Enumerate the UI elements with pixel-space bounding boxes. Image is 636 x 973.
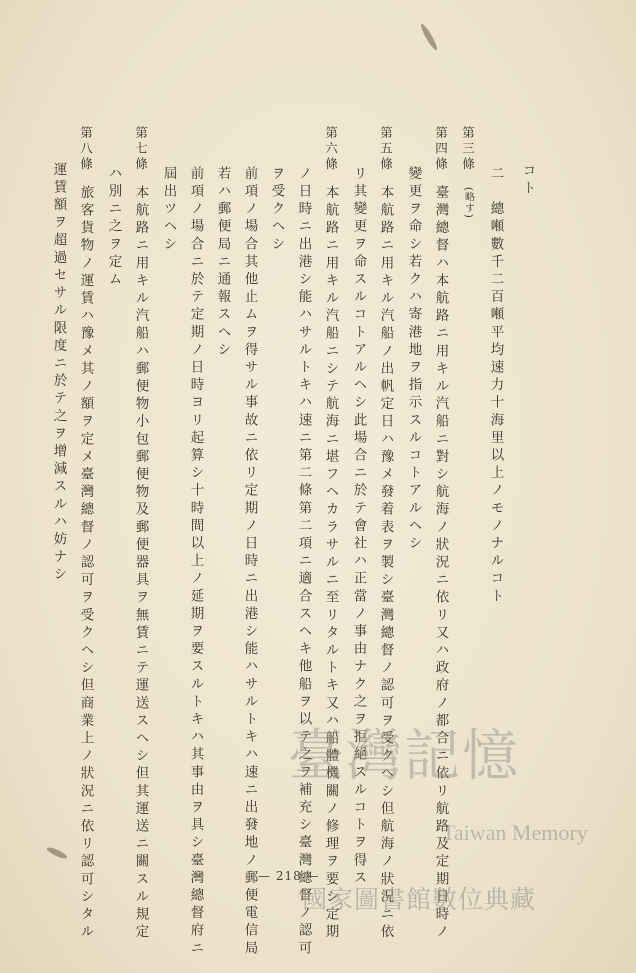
watermark-title: 臺灣記憶 xyxy=(288,724,520,789)
article-label: 第四條 xyxy=(433,126,449,173)
omitted-note: (略す) xyxy=(462,186,474,219)
column-text: コト xyxy=(519,163,536,199)
article-column xyxy=(133,126,147,942)
watermark-english: Taiwan Memory xyxy=(442,820,588,845)
text-column xyxy=(188,166,202,958)
article-label: 第五條 xyxy=(378,126,394,173)
column-text: 屆出ツヘシ xyxy=(160,166,177,254)
column-text: 若ハ郵便局ニ通報スヘシ xyxy=(214,166,231,360)
text-column xyxy=(269,166,283,254)
column-text: 本航路ニ用キル汽船ハ郵便物小包郵便物及郵便器具ヲ無賃ニテ運送スヘシ但其運送ニ關スル規定 xyxy=(132,184,149,942)
article-label: 第七條 xyxy=(133,126,149,173)
column-text: 運賃額ヲ超過セサル限度ニ於テ之ヲ增減スルハ妨ナシ xyxy=(50,162,67,585)
article-column xyxy=(378,126,392,942)
column-text: ハ別ニ之ヲ定ム xyxy=(105,166,122,290)
text-column xyxy=(106,166,120,289)
column-text: リ其變更ヲ命スルコトアルヘシ此場合ニ於テ會社ハ正當ノ事由ナク之ヲ拒絕スルコトヲ得ス xyxy=(350,166,367,888)
article-label: 第八條 xyxy=(78,126,94,173)
text-column xyxy=(161,166,175,254)
text-column xyxy=(215,166,229,360)
column-text: ヲ受クヘシ xyxy=(268,166,285,254)
column-text: 旅客貨物ノ運賃ハ豫メ其ノ額ヲ定メ臺灣總督ノ認可ヲ受クヘシ但商業上ノ狀況ニ依リ認可シタル xyxy=(77,184,94,942)
text-column xyxy=(242,166,256,958)
article-column xyxy=(78,126,92,942)
text-column xyxy=(406,166,420,553)
column-text: 臺灣總督ハ本航路ニ用キル汽船ニ對シ航海ノ狀況ニ依リ又ハ政府ノ都合ニ依リ航路及定期日時ノ xyxy=(432,184,449,942)
page-number: — 218 — xyxy=(258,869,320,883)
column-text: 二 總噸數千二百噸平均速力十海里以上ノモノナルコト xyxy=(487,166,504,606)
column-text: 前項ノ場合其他止ムヲ得サル事故ニ依リ定期ノ日時ニ出港シ能ハサルトキハ速ニ出發地ノ郵便電信局 xyxy=(241,166,258,958)
article-label: 第六條 xyxy=(323,126,339,173)
watermark-institution: 國家圖書館數位典藏 xyxy=(302,885,537,914)
page-smudge xyxy=(46,846,68,861)
column-text: 本航路ニ用キル汽船ノ出帆定日ハ豫メ發着表ヲ製シ臺灣總督ノ認可ヲ受クヘシ但航海ノ狀況ニ依 xyxy=(377,184,394,942)
page-smudge xyxy=(419,23,439,52)
text-column xyxy=(488,166,502,606)
article-column xyxy=(460,126,474,219)
column-text: 本航路ニ用キル汽船ニシテ航海ニ堪フヘカラサルニ至リタルトキ又ハ船體機關ノ修理ヲ要シ定期 xyxy=(322,184,339,942)
text-column xyxy=(51,162,65,584)
text-column xyxy=(520,163,534,198)
column-text: 前項ノ場合ニ於テ定期ノ日時ヨリ起算シ十時間以上ノ延期ヲ要スルトキハ其事由ヲ具シ臺灣總督府ニ xyxy=(187,166,204,958)
text-column xyxy=(296,166,310,958)
article-label: 第三條 xyxy=(460,126,476,173)
column-text: ノ日時ニ出港シ能ハサルトキハ速ニ第二條第二項ニ適合スヘキ他船ヲ以テ之ヲ補充シ臺灣總督ノ認可 xyxy=(295,166,312,958)
column-text: 變更ヲ命シ若クハ寄港地ヲ指示スルコトアルヘシ xyxy=(405,166,422,554)
article-column xyxy=(323,126,337,942)
